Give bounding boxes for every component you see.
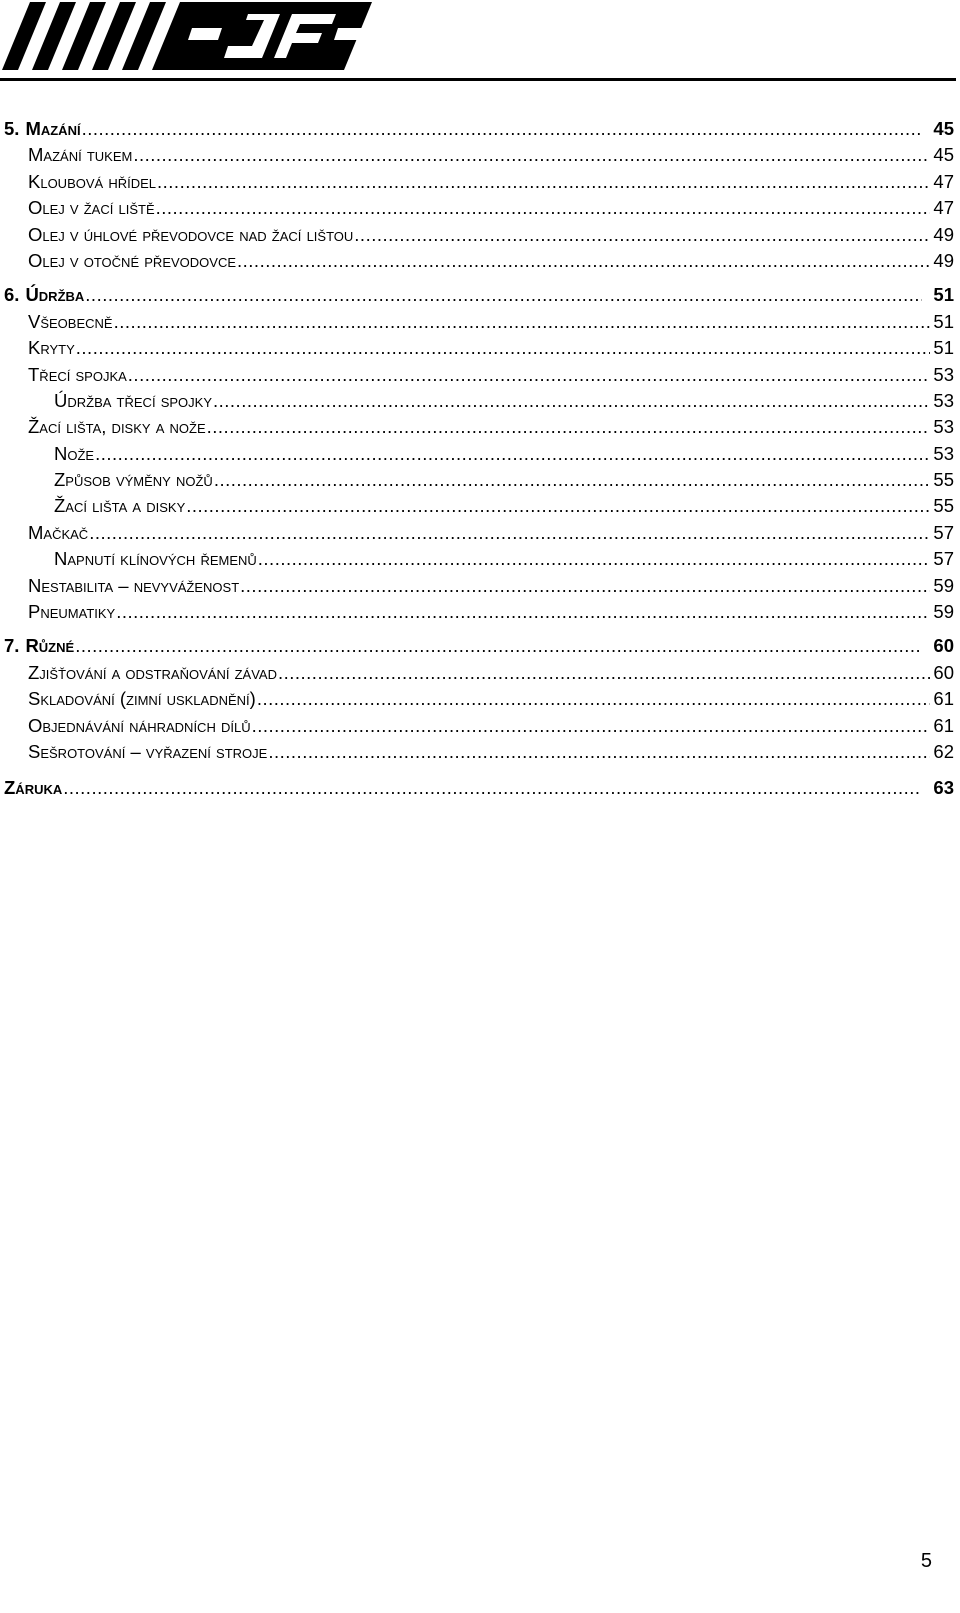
toc-leader-dots (76, 337, 931, 359)
toc-entry-title: Mazání tukem (28, 144, 133, 166)
toc-entry[interactable] (0, 575, 954, 601)
toc-leader-dots (114, 311, 931, 333)
toc-entry-page: 51 (933, 310, 954, 332)
page-header (0, 0, 960, 84)
toc-entry-number: 6. (4, 284, 20, 306)
toc-entry-number: 5. (4, 118, 20, 139)
toc-entry-title: Olej v žací liště (28, 197, 155, 219)
toc-entry-title: Žací lišta, disky a nože (28, 416, 206, 438)
toc-leader-dots (89, 522, 930, 544)
toc-entry[interactable] (0, 662, 954, 688)
toc-entry-title: Nestabilita – nevyváženost (28, 574, 240, 596)
toc-entry[interactable] (0, 688, 954, 714)
toc-entry-page: 53 (933, 389, 954, 411)
toc-entry[interactable] (0, 469, 954, 495)
toc-leader-dots (133, 144, 930, 166)
toc-leader-dots (95, 443, 930, 465)
toc-entry[interactable] (0, 741, 954, 767)
toc-entry-page: 45 (933, 144, 954, 166)
toc-leader-dots (237, 250, 930, 272)
toc-leader-dots (257, 688, 931, 710)
toc-leader-dots (213, 390, 930, 412)
table-of-contents (0, 118, 954, 804)
toc-entry-title: Zjišťování a odstraňování závad (28, 661, 277, 683)
toc-entry[interactable] (0, 144, 954, 170)
toc-entry-page: 47 (933, 197, 954, 219)
toc-entry-page: 59 (933, 574, 954, 596)
toc-leader-dots (116, 601, 930, 623)
toc-leader-dots (354, 224, 930, 246)
toc-entry-number: 7. (4, 635, 20, 657)
toc-entry[interactable] (0, 443, 954, 469)
toc-entry-title: Záruka (4, 777, 63, 799)
toc-entry[interactable] (0, 250, 954, 276)
toc-entry-page: 61 (933, 714, 954, 736)
toc-entry-title: Třecí spojka (28, 363, 127, 385)
toc-entry[interactable] (0, 364, 954, 390)
toc-entry-title: Olej v otočné převodovce (28, 249, 237, 271)
toc-entry-page: 55 (933, 495, 954, 517)
toc-leader-dots (258, 548, 931, 570)
toc-leader-dots (186, 495, 930, 517)
toc-leader-dots (240, 575, 930, 597)
toc-leader-dots (268, 741, 930, 763)
toc-leader-dots (207, 416, 931, 438)
toc-entry-title: Mačkač (28, 521, 89, 543)
toc-entry[interactable] (0, 284, 954, 310)
toc-entry-title: Nože (54, 442, 95, 464)
toc-entry-title: Různé (25, 635, 75, 657)
jf-logo (0, 0, 372, 74)
toc-entry-page: 53 (933, 416, 954, 438)
toc-entry[interactable] (0, 777, 954, 803)
toc-entry-title: Olej v úhlové převodovce nad žací lištou (28, 223, 354, 245)
toc-leader-dots (278, 662, 930, 684)
toc-entry-title: Sešrotování – vyřazení stroje (28, 740, 268, 762)
toc-entry[interactable] (0, 224, 954, 250)
toc-entry[interactable] (0, 171, 954, 197)
toc-entry-title: Skladování (zimní uskladnění) (28, 688, 256, 710)
toc-entry-page: 55 (933, 469, 954, 491)
toc-entry-page: 60 (933, 661, 954, 683)
header-rule (0, 78, 956, 81)
toc-entry-title: Objednávání náhradních dílů (28, 714, 251, 736)
toc-entry[interactable] (0, 601, 954, 627)
toc-entry-title: Mazání (25, 118, 81, 139)
toc-entry[interactable] (0, 337, 954, 363)
toc-entry[interactable] (0, 715, 954, 741)
toc-leader-dots (156, 197, 931, 219)
toc-entry-page: 51 (933, 337, 954, 359)
toc-entry-page: 47 (933, 170, 954, 192)
toc-entry-page: 45 (933, 118, 954, 139)
toc-entry-page: 53 (933, 363, 954, 385)
toc-entry-title: Všeobecně (28, 310, 113, 332)
toc-leader-dots (75, 635, 922, 657)
toc-entry[interactable] (0, 390, 954, 416)
toc-leader-dots (63, 777, 922, 799)
toc-entry[interactable] (0, 197, 954, 223)
toc-entry[interactable] (0, 118, 954, 144)
toc-entry-page: 60 (933, 635, 954, 657)
toc-entry-title: Údržba (25, 284, 85, 306)
toc-entry-page: 57 (933, 548, 954, 570)
toc-entry[interactable] (0, 311, 954, 337)
toc-entry-page: 51 (933, 284, 954, 306)
toc-entry-page: 63 (933, 777, 954, 799)
toc-entry[interactable] (0, 635, 954, 661)
toc-entry-title: Kryty (28, 337, 75, 359)
toc-entry-page: 59 (933, 601, 954, 623)
toc-leader-dots (82, 118, 923, 140)
toc-leader-dots (157, 171, 930, 193)
toc-leader-dots (214, 469, 931, 491)
toc-entry-page: 61 (933, 688, 954, 710)
toc-entry[interactable] (0, 495, 954, 521)
toc-entry-title: Kloubová hřídel (28, 170, 157, 192)
toc-entry-page: 53 (933, 442, 954, 464)
toc-leader-dots (85, 284, 922, 306)
toc-leader-dots (128, 364, 931, 386)
toc-entry-title: Způsob výměny nožů (54, 469, 213, 491)
toc-entry-page: 49 (933, 223, 954, 245)
toc-entry-title: Žací lišta a disky (54, 495, 186, 517)
toc-entry-title: Údržba třecí spojky (54, 389, 212, 411)
toc-entry-page: 57 (933, 521, 954, 543)
toc-entry-title: Pneumatiky (28, 601, 116, 623)
toc-entry-page: 62 (933, 740, 954, 762)
toc-entry[interactable] (0, 522, 954, 548)
toc-leader-dots (252, 715, 931, 737)
toc-entry[interactable] (0, 548, 954, 574)
toc-entry-title: Napnutí klínových řemenů (54, 548, 257, 570)
page-number: 5 (920, 1550, 932, 1572)
toc-entry[interactable] (0, 416, 954, 442)
toc-entry-page: 49 (933, 249, 954, 271)
